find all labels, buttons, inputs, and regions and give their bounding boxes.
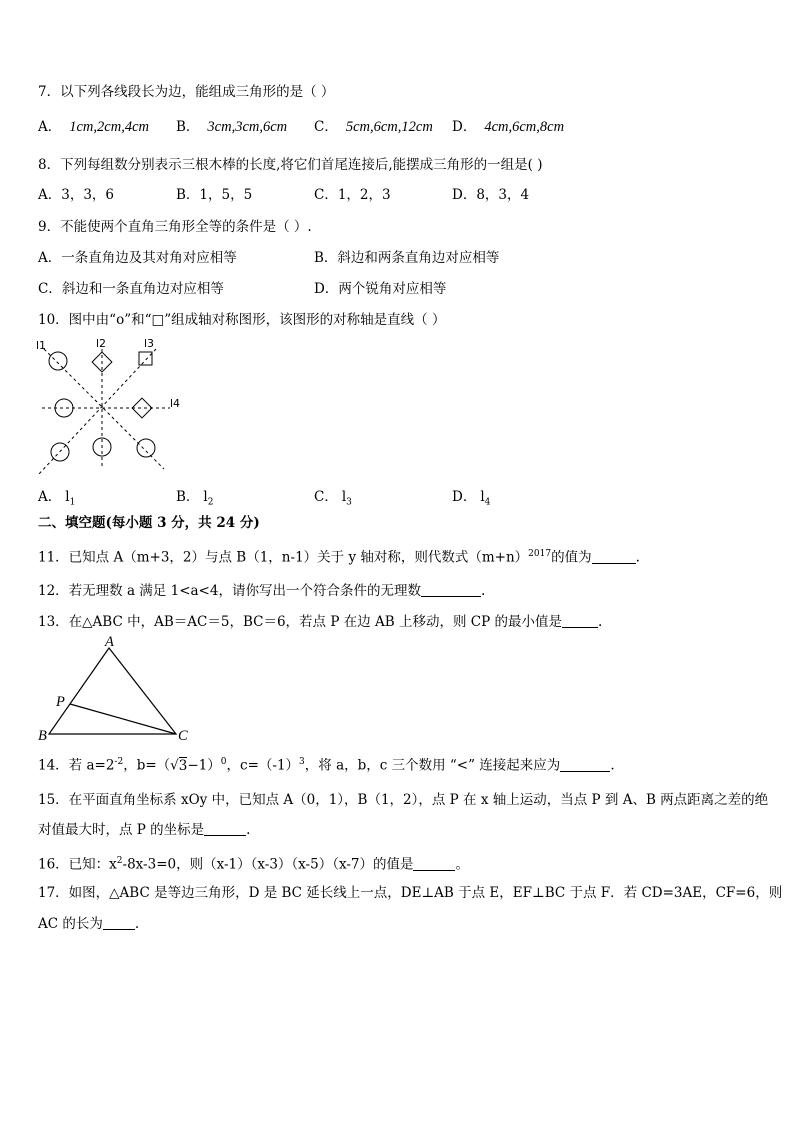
- q10-option-d: D． $l_4$: [452, 489, 491, 508]
- axis-l1: [44, 349, 164, 469]
- label-l3: l3: [144, 337, 155, 350]
- question-10-stem: 10．图中由“o”和“□”组成轴对称图形，该图形的对称轴是直线（ ）: [38, 312, 446, 328]
- q7-option-c: C． 5cm,6cm,12cm: [314, 119, 433, 135]
- circle-shape: [137, 439, 155, 457]
- question-15-line-1: 15．在平面直角坐标系 xOy 中，已知点 A（0，1），B（1，2），点 P 在 x 轴上运动，当点 P 到 A、B 两点距离之差的绝: [38, 792, 769, 808]
- answer-blank: [421, 582, 481, 597]
- label-a: A: [105, 634, 114, 650]
- answer-blank: [103, 915, 135, 930]
- circle-shape: [55, 399, 73, 417]
- q10-option-b: B． $l_2$: [176, 489, 214, 508]
- question-17-line-2: AC 的长为 .: [38, 916, 140, 932]
- q9-option-c: C．斜边和一条直角边对应相等: [38, 281, 224, 297]
- circle-shape: [49, 352, 67, 370]
- label-p: P: [56, 694, 65, 710]
- label-l2: l2: [96, 337, 107, 350]
- question-13: 13．在△ABC 中，AB＝AC＝5，BC＝6，若点 P 在边 AB 上移动，则 CP 的最小值是 .: [38, 614, 603, 630]
- question-16: 16．已知：$x^2-8x-3=0$，则（x-1）（x-3）（x-5）（x-7）的值是 。: [38, 856, 469, 873]
- question-12: 12．若无理数 a 满足 1<a<4，请你写出一个符合条件的无理数 .: [38, 583, 486, 599]
- question-7-stem: 7．以下列各线段长为边，能组成三角形的是（ ）: [38, 84, 335, 100]
- q8-option-d: D．8，3，4: [452, 187, 530, 203]
- q7-option-d: D． 4cm,6cm,8cm: [452, 119, 565, 135]
- answer-blank: [204, 821, 246, 836]
- triangle-abc: [49, 648, 176, 734]
- q9-option-d: D．两个锐角对应相等: [314, 281, 447, 297]
- question-9-stem: 9．不能使两个直角三角形全等的条件是（ ）.: [38, 219, 312, 235]
- section-2-title: 二、填空题(每小题 3 分，共 24 分): [38, 515, 260, 531]
- segment-cp: [70, 704, 176, 734]
- square-shape: [132, 398, 152, 418]
- answer-blank: [413, 856, 455, 871]
- q7-option-b: B． 3cm,3cm,6cm: [176, 119, 288, 135]
- answer-blank: [592, 549, 636, 564]
- q7-option-a: A． 1cm,2cm,4cm: [38, 119, 149, 135]
- question-14: 14．若 $a=2^{-2}$，$b=(√3-1)^0$，$c=(-1)^3$，将 a，b，c 三个数用 “<” 连接起来应为 .: [38, 757, 615, 774]
- q9-option-a: A．一条直角边及其对角对应相等: [38, 250, 237, 266]
- answer-blank: [562, 613, 598, 628]
- q8-option-c: C．1，2，3: [314, 187, 391, 203]
- q10-option-a: A． $l_1$: [38, 489, 76, 508]
- label-c: C: [178, 728, 188, 744]
- answer-blank: [560, 757, 610, 772]
- question-15-line-2: 对值最大时，点 P 的坐标是 .: [38, 822, 251, 838]
- label-l1: l1: [36, 339, 47, 352]
- square-shape: [139, 352, 152, 365]
- question-11: 11．已知点 A（m+3，2）与点 B（1，n-1）关于 y 轴对称，则代数式$(m+n)^{2017}$的值为 .: [38, 549, 640, 566]
- question-17-line-1: 17．如图，△ABC 是等边三角形，D 是 BC 延长线上一点，DE⊥AB 于点 E，EF⊥BC 于点 F．若 CD=3AE，CF=6，则: [38, 885, 783, 901]
- label-l4: l4: [170, 397, 181, 410]
- question-8-stem: 8．下列每组数分别表示三根木棒的长度,将它们首尾连接后,能摆成三角形的一组是( ): [38, 157, 543, 173]
- q10-option-c: C． $l_3$: [314, 489, 352, 508]
- triangle-figure: [30, 634, 200, 746]
- q9-option-b: B．斜边和两条直角边对应相等: [314, 250, 500, 266]
- symmetry-figure: [30, 335, 190, 480]
- q8-option-a: A．3，3，6: [38, 187, 115, 203]
- q8-option-b: B．1，5，5: [176, 187, 253, 203]
- sqrt-symbol: √: [170, 757, 179, 774]
- label-b: B: [38, 728, 47, 744]
